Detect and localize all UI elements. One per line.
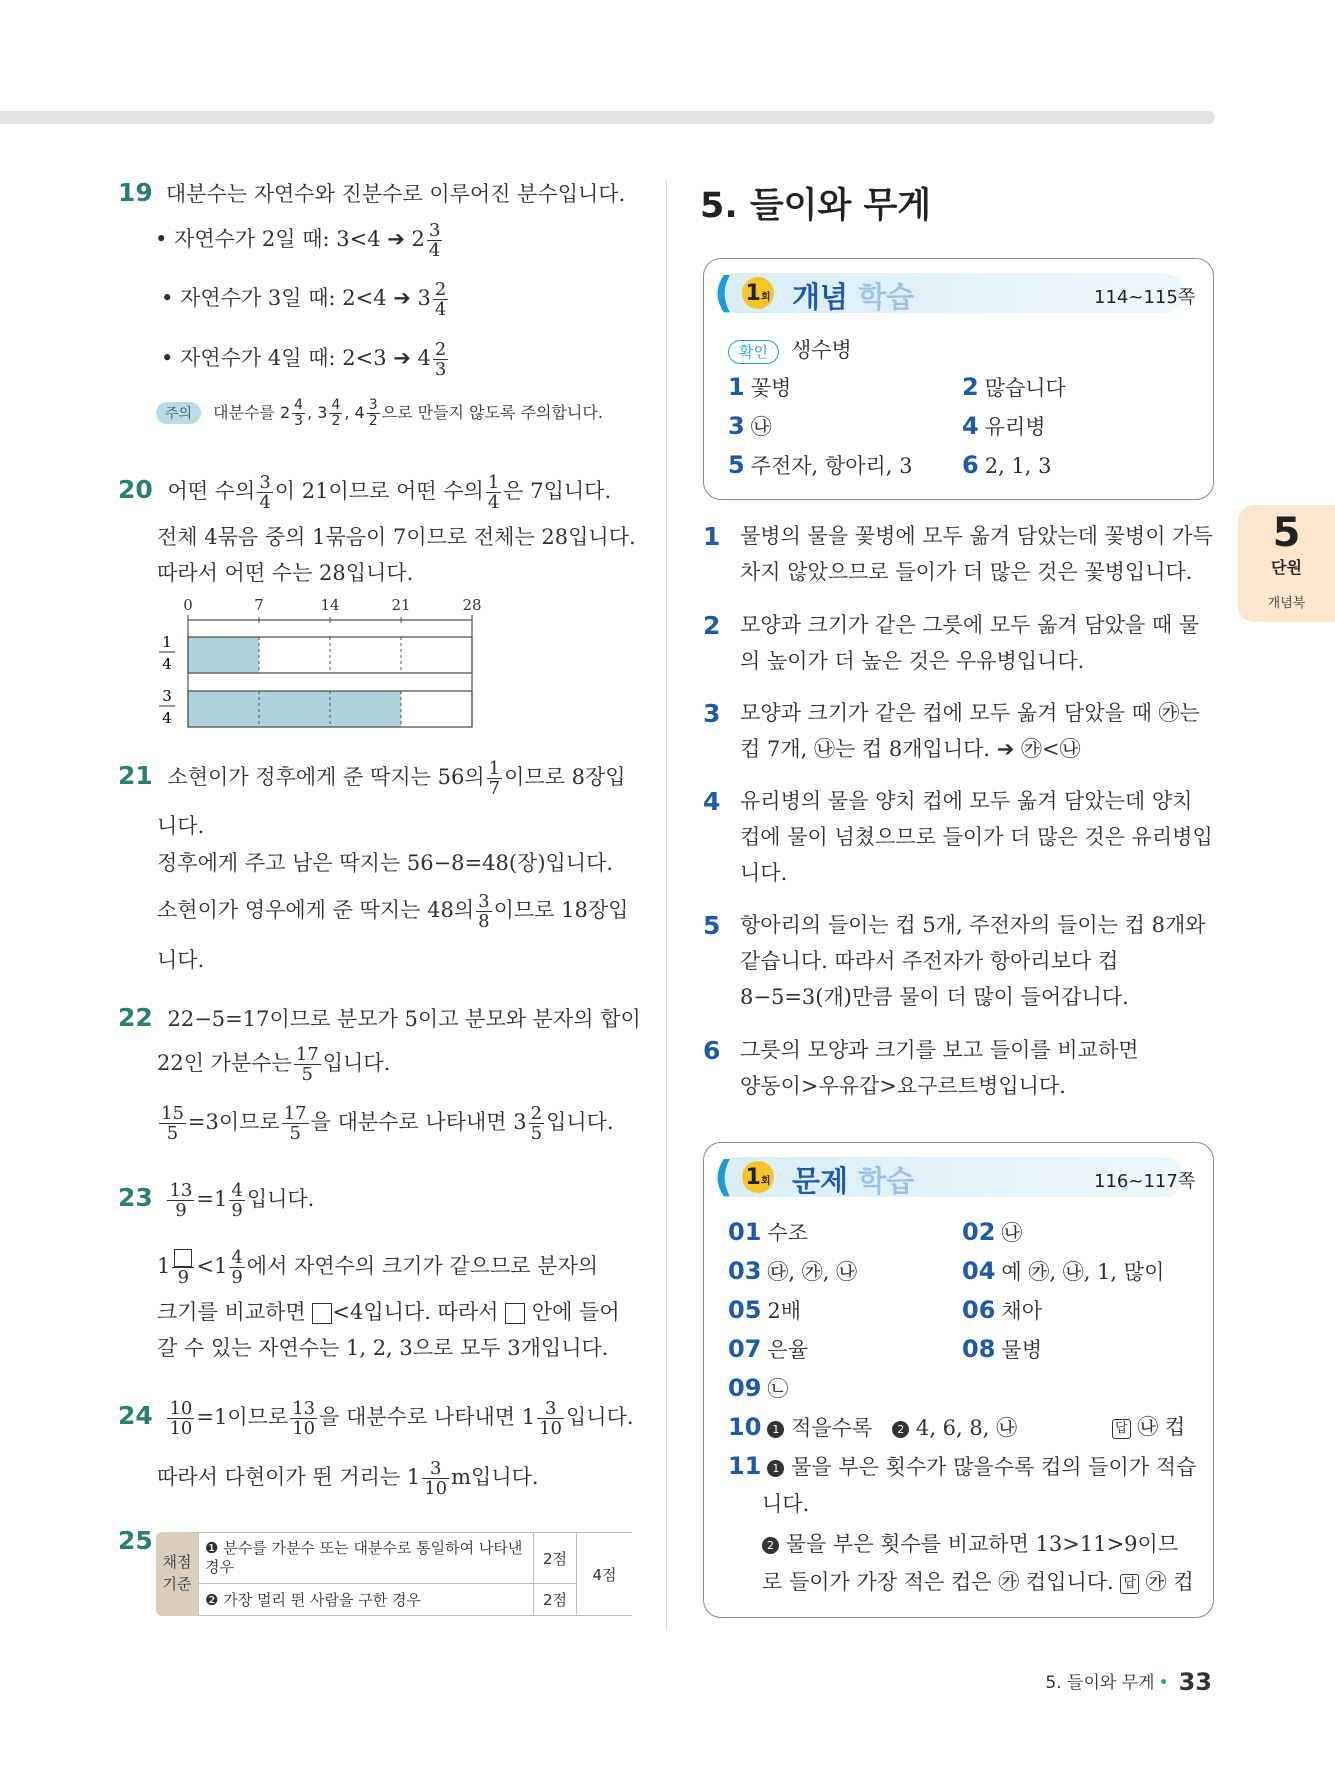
- q21-line-2: 니다.: [157, 814, 205, 838]
- concept-box-pages: 114~115쪽: [1094, 287, 1196, 308]
- bar1-fill: [188, 637, 259, 673]
- top-decoration-bar: [0, 111, 1215, 124]
- problem-study-box: [703, 1142, 1214, 1618]
- unit-side-tab: [1238, 505, 1335, 622]
- concept-answer-4: 4 유리병: [962, 412, 1046, 440]
- unit-number: 5: [1272, 510, 1301, 556]
- problem-answer-05: 05 2배: [728, 1296, 802, 1324]
- svg-text:3: 3: [162, 687, 172, 705]
- column-divider: [666, 180, 667, 1630]
- question-19: [118, 176, 625, 212]
- problem-answer-04: 04 예 ㉮, ㉯, 1, 많이: [962, 1257, 1165, 1285]
- tick-label-21: 21: [391, 596, 411, 614]
- confirm-badge: 확인: [728, 340, 779, 364]
- tick-label-14: 14: [320, 596, 340, 614]
- scoring-label: 채점 기준: [156, 1532, 198, 1616]
- svg-text:1: 1: [162, 633, 172, 651]
- problem-answer-10: 10 1 적을수록 2 4, 6, 8, ㉯: [728, 1413, 1018, 1441]
- q22-line-2: 22인 가분수는 $\frac{17}{5}$ 입니다.: [157, 1044, 391, 1085]
- criteria-row-1: ❶ 분수를 가분수 또는 대분수로 통일하여 나타낸 경우: [199, 1533, 534, 1584]
- q20-line-3: 따라서 어떤 수는 28입니다.: [157, 561, 414, 585]
- q23-line-3: 크기를 비교하면 <4입니다. 따라서 안에 들어: [157, 1300, 620, 1324]
- problem-answer-02: 02 ㉯: [962, 1218, 1023, 1246]
- q21-line-4: 소현이가 영우에게 준 딱지는 48의 $\frac{3}{8}$ 이므로 18장입: [157, 891, 629, 932]
- q19-intro: 대분수는 자연수와 진분수로 이루어진 분수입니다.: [165, 182, 626, 206]
- q20-line-2: 전체 4묶음 중의 1묶음이 7이므로 전체는 28입니다.: [157, 525, 636, 549]
- problem-answer-08: 08 물병: [962, 1335, 1042, 1363]
- q21-line-5: 니다.: [157, 948, 205, 972]
- q11-line-3: 2 물을 부은 횟수를 비교하면 13>11>9이므: [762, 1529, 1178, 1559]
- problem-answer-09: 09 ㉡: [728, 1374, 789, 1402]
- criteria-row-2: ❷ 가장 멀리 뛴 사람을 구한 경우: [199, 1584, 534, 1616]
- page-number: 33: [1178, 1668, 1212, 1696]
- tick-label-28: 28: [462, 596, 482, 614]
- problem-answer-11: 11 1 물을 부은 횟수가 많을수록 컵의 들이가 적습: [728, 1452, 1197, 1480]
- q23-line-2: 1 9 <1 $\frac{4}{9}$ 에서 자연수의 크기가 같으므로 분자의: [157, 1247, 599, 1288]
- criteria-row-2-points: 2점: [534, 1584, 577, 1616]
- q10-final-answer: 답 ㉯ 컵: [1112, 1412, 1185, 1442]
- question-20: 20 어떤 수의 $\frac{3}{4}$ 이 21이므로 어떤 수의 $\frac{1}{4}$ 은 7입니다.: [118, 472, 612, 513]
- tape-diagram: [150, 595, 490, 730]
- crescent-icon: (: [714, 1152, 734, 1201]
- question-25: 25: [118, 1526, 153, 1555]
- problem-answer-06: 06 채아: [962, 1296, 1042, 1324]
- session-badge: 1회: [742, 277, 774, 309]
- criteria-row-1-points: 2점: [534, 1533, 577, 1584]
- problem-box-pages: 116~117쪽: [1094, 1171, 1196, 1192]
- q11-line-4: 로 들이가 가장 적은 컵은 ㉮ 컵입니다. 답 ㉮ 컵: [762, 1570, 1194, 1594]
- q19-line-2: • 자연수가 3일 때: 2<4 ➔ 3 $\frac{2}{4}$: [161, 279, 447, 320]
- concept-study-box: [703, 258, 1214, 500]
- question-number: 19: [118, 178, 153, 207]
- svg-text:4: 4: [162, 655, 172, 673]
- concept-answer-1: 1 꽃병: [728, 373, 792, 401]
- concept-answer-6: 6 2, 1, 3: [962, 451, 1052, 479]
- bar2-fill: [188, 691, 401, 727]
- question-22: 22 22−5=17이므로 분모가 5이고 분모와 분자의 합이: [118, 1003, 641, 1032]
- q23-line-4: 갈 수 있는 자연수는 1, 2, 3으로 모두 3개입니다.: [157, 1336, 609, 1360]
- q11-line-2: 니다.: [762, 1492, 810, 1516]
- q19-line-3: • 자연수가 4일 때: 2<3 ➔ 4 $\frac{2}{3}$: [161, 339, 447, 380]
- caution-badge: 주의: [156, 402, 201, 424]
- criteria-total: 4점: [577, 1533, 633, 1616]
- q21-line-3: 정후에게 주고 남은 딱지는 56−8=48(장)입니다.: [157, 851, 614, 875]
- concept-answer-3: 3 ㉯: [728, 412, 772, 440]
- concept-answer-5: 5 주전자, 항아리, 3: [728, 451, 913, 479]
- question-23: 23 $\frac{13}{9}$ =1 $\frac{4}{9}$ 입니다.: [118, 1180, 315, 1221]
- bar-one-quarter: [159, 633, 472, 673]
- page-footer: 5. 들이와 무게 • 33: [1045, 1668, 1212, 1696]
- confirm-row: 확인 생수병: [728, 334, 852, 364]
- concept-answer-2: 2 많습니다: [962, 373, 1066, 401]
- session-badge: 1회: [742, 1161, 774, 1193]
- svg-text:4: 4: [162, 709, 172, 727]
- crescent-icon: (: [714, 268, 734, 317]
- book-label: 개념북: [1267, 596, 1306, 611]
- footer-chapter: 5. 들이와 무게: [1045, 1673, 1155, 1693]
- unit-label: 단원: [1271, 558, 1302, 577]
- question-21: 21 소현이가 정후에게 준 딱지는 56의 $\frac{1}{7}$ 이므로 8장입: [118, 758, 626, 799]
- tick-label-0: 0: [183, 596, 193, 614]
- problem-answer-07: 07 은율: [728, 1335, 808, 1363]
- problem-answer-01: 01 수조: [728, 1218, 808, 1246]
- chapter-title: 5. 들이와 무게: [700, 186, 932, 226]
- q22-line-3: $\frac{15}{5}$ =3이므로 $\frac{17}{5}$ 을 대분수로 나타내면 3 $\frac{2}{5}$ 입니다.: [161, 1103, 614, 1144]
- problem-answer-03: 03 ㉰, ㉮, ㉯: [728, 1257, 858, 1285]
- concept-box-title: 개념 학습: [792, 280, 915, 314]
- q24-line-2: 따라서 다현이가 뛴 거리는 1 $\frac{3}{10}$ m입니다.: [157, 1458, 539, 1499]
- tick-label-7: 7: [254, 596, 264, 614]
- question-24: 24 $\frac{10}{10}$ =1이므로 $\frac{13}{10}$ 을 대분수로 나타내면 1 $\frac{3}{10}$ 입니다.: [118, 1398, 634, 1439]
- bar-three-quarters: [159, 687, 472, 727]
- q19-caution-note: 주의 대분수를 2 $\frac{4}{3}$ , 3 $\frac{4}{2}$ , 4 $\frac{3}{2}$ 으로 만들지 않도록 주의합니다.: [156, 398, 603, 429]
- q19-line-1: • 자연수가 2일 때: 3<4 ➔ 2 $\frac{3}{4}$: [155, 220, 441, 261]
- problem-box-title: 문제 학습: [792, 1164, 915, 1198]
